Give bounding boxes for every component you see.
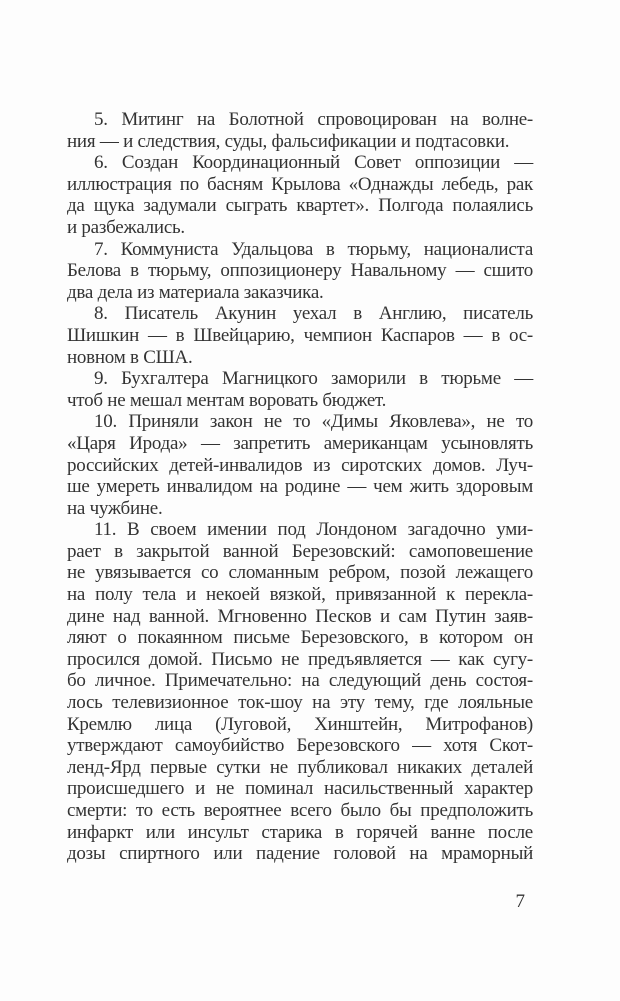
text-line: просился домой. Письмо не предъявляется — как сугу- <box>67 648 533 670</box>
text-line: 6. Создан Координационный Совет оппозиции — <box>94 152 533 174</box>
paragraph <box>67 411 533 519</box>
text-line: «Царя Ирода» — запретить американцам усыновлять <box>67 432 533 454</box>
page-number: 7 <box>515 891 525 912</box>
text-line: инфаркт или инсульт старика в горячей ванне после <box>67 821 533 843</box>
text-line: российских детей-инвалидов из сиротских домов. Луч- <box>67 454 533 476</box>
paragraph <box>67 303 533 368</box>
text-line: Шишкин — в Швейцарию, чемпион Каспаров — в ос- <box>67 324 533 346</box>
text-line: ленд-Ярд первые сутки не публиковал никаких деталей <box>67 756 533 778</box>
text-line: дине над ванной. Мгновенно Песков и сам Путин заяв- <box>67 605 533 627</box>
paragraph <box>67 519 533 865</box>
text-line: 11. В своем имении под Лондоном загадочно уми- <box>94 519 533 541</box>
text-line: иллюстрация по басням Крылова «Однажды лебедь, рак <box>67 173 533 195</box>
text-line: рает в закрытой ванной Березовский: самоповешение <box>67 540 533 562</box>
paragraph <box>67 152 533 238</box>
text-block <box>67 109 533 865</box>
text-line: два дела из материала заказчика. <box>67 281 324 303</box>
text-line: 5. Митинг на Болотной спровоцирован на волне- <box>94 109 533 130</box>
text-line: на чужбине. <box>67 497 163 519</box>
text-line: ше умереть инвалидом на родине — чем жить здоровым <box>67 476 533 498</box>
text-line: 9. Бухгалтера Магницкого заморили в тюрьме — <box>94 368 533 390</box>
text-line: да щука задумали сыграть квартет». Полгода полаялись <box>67 195 533 217</box>
text-line: ляют о покаянном письме Березовского, в котором он <box>67 627 533 649</box>
text-line: и разбежались. <box>67 216 185 238</box>
text-line: утверждают самоубийство Березовского — хотя Скот- <box>67 735 533 757</box>
text-line: бо личное. Примечательно: на следующий день состоя- <box>67 670 533 692</box>
text-line: происшедшего и не поминал насильственный характер <box>67 778 533 800</box>
text-line: 10. Приняли закон не то «Димы Яковлева», не то <box>94 411 533 433</box>
text-line: смерти: то есть вероятнее всего было бы предположить <box>67 800 533 821</box>
text-line: на полу тела и некоей вязкой, привязанной к перекла- <box>67 584 533 606</box>
text-line: дозы спиртного или падение головой на мраморный <box>67 843 533 865</box>
text-line: не увязывается со сломанным ребром, позой лежащего <box>67 562 533 584</box>
text-line: лось телевизионное ток-шоу на эту тему, где лояльные <box>67 692 533 714</box>
text-line: Белова в тюрьму, оппозиционеру Навальному — сшито <box>67 260 533 282</box>
text-line: 7. Коммуниста Удальцова в тюрьму, националиста <box>94 238 533 260</box>
text-line: новном в США. <box>67 346 193 368</box>
text-line: 8. Писатель Акунин уехал в Англию, писатель <box>94 303 533 325</box>
paragraph <box>67 109 533 152</box>
text-line: чтоб не мешал ментам воровать бюджет. <box>67 389 387 411</box>
text-line: ния — и следствия, суды, фальсификации и подтасовки. <box>67 130 510 152</box>
text-line: Кремлю лица (Луговой, Хинштейн, Митрофанов) <box>67 713 533 735</box>
paragraph <box>67 368 533 411</box>
paragraph <box>67 239 533 304</box>
